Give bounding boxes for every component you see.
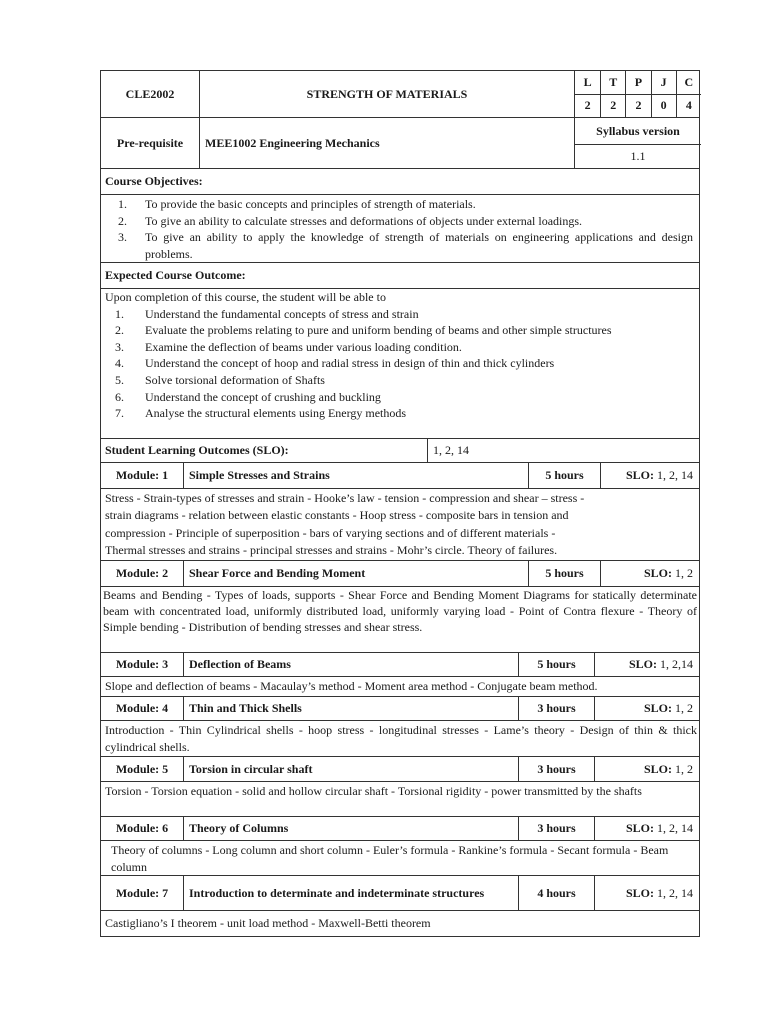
- objectives-heading: Course Objectives:: [105, 174, 203, 189]
- module-title: Simple Stresses and Strains: [183, 463, 528, 488]
- module-hours: 5 hours: [518, 653, 594, 676]
- syllabus-version-value: 1.1: [630, 148, 646, 163]
- outcomes-heading-row: [101, 263, 699, 289]
- slo-row: [101, 439, 699, 463]
- outcome-text: Understand the fundamental concepts of stress and strain: [145, 306, 419, 321]
- outcome-text: Analyse the structural elements using Energy methods: [145, 406, 407, 421]
- module-slo: SLO: 1, 2,14: [594, 653, 699, 676]
- module-hours: 3 hours: [518, 817, 594, 840]
- objective-text: To give an ability to calculate stresses and deformations of objects under external loadings.: [145, 213, 583, 228]
- ltpjc-value-p: 2: [625, 94, 650, 117]
- outcomes-intro: Upon completion of this course, the student will be able to: [105, 290, 386, 304]
- objectives-list: [101, 195, 699, 263]
- list-item: 7. Analyse the structural elements using Energy methods: [115, 406, 407, 421]
- ltpjc-label-l: L: [583, 75, 592, 89]
- outcomes-list: [101, 289, 699, 439]
- module-4-content: Introduction - Thin Cylindrical shells - hoop stress - longitudinal stresses - Lame’s theory - Design of thin & thick cylindrical shells.: [101, 721, 699, 757]
- ltpjc-value-j: 0: [651, 94, 676, 117]
- outcomes-heading: Expected Course Outcome:: [105, 268, 246, 283]
- module-label: Module: 1: [115, 468, 169, 482]
- list-item: 3. To give an ability to apply the knowledge of strength of materials on engineering applications and design problems.: [118, 230, 693, 261]
- module-1-header: [101, 463, 699, 489]
- module-title: Shear Force and Bending Moment: [183, 561, 528, 586]
- module-label: Module: 6: [115, 821, 169, 835]
- module-slo: SLO: 1, 2: [594, 697, 699, 720]
- module-2-header: [101, 561, 699, 587]
- ltpjc-label-t: T: [600, 71, 625, 94]
- module-2-content: Beams and Bending - Types of loads, supports - Shear Force and Bending Moment Diagrams for statically determinate beam with concentrated load, uniformly distributed load, uniformly varying load - Point of Contra flexure - Theory of Simple bending - Distribution of bending stresses and shear stress.: [101, 587, 699, 653]
- module-slo: SLO: 1, 2: [600, 561, 699, 586]
- module-4-header: [101, 697, 699, 721]
- objective-text: To provide the basic concepts and principles of strength of materials.: [145, 197, 476, 211]
- course-title: STRENGTH OF MATERIALS: [199, 71, 574, 117]
- module-title: Theory of Columns: [183, 817, 518, 840]
- module-hours: 4 hours: [518, 876, 594, 910]
- module-6-content: Theory of columns - Long column and short column - Euler’s formula - Rankine’s formula - Secant formula - Beam column: [101, 841, 699, 876]
- ltpjc-label-c: C: [676, 71, 701, 94]
- prerequisite-row: [101, 118, 699, 169]
- module-hours: 3 hours: [518, 757, 594, 781]
- module-7-content: Castigliano’s I theorem - unit load method - Maxwell-Betti theorem: [105, 916, 431, 931]
- module-title: Introduction to determinate and indeterminate structures: [183, 876, 518, 910]
- module-slo: SLO: 1, 2, 14: [594, 876, 699, 910]
- list-item: 5. Solve torsional deformation of Shafts: [115, 372, 325, 387]
- outcome-text: Solve torsional deformation of Shafts: [145, 372, 325, 387]
- syllabus-version-cell: [574, 118, 701, 168]
- ltpjc-label-p: P: [625, 71, 650, 94]
- module-slo: SLO: 1, 2: [594, 757, 699, 781]
- syllabus-table: [100, 70, 700, 937]
- module-7-header: [101, 876, 699, 911]
- module-title: Deflection of Beams: [183, 653, 518, 676]
- syllabus-version-label: Syllabus version: [575, 118, 701, 145]
- module-label: Module: 5: [115, 761, 169, 776]
- slo-label: Student Learning Outcomes (SLO):: [105, 443, 289, 457]
- module-label: Module: 7: [115, 885, 169, 900]
- module-label: Module: 3: [115, 657, 169, 671]
- outcome-text: Examine the deflection of beams under various loading condition.: [145, 339, 462, 354]
- list-item: 1. To provide the basic concepts and principles of strength of materials.: [118, 197, 476, 211]
- outcome-text: Understand the concept of hoop and radial stress in design of thin and thick cylinders: [145, 356, 555, 371]
- module-1-content: Stress - Strain-types of stresses and strain - Hooke’s law - tension - compression and shear – stress - strain diagrams - relation between elastic constants - Hoop stress - composite bars in tension and compression - Principle of superposition - bars of varying sections and of different materials - Thermal stresses and strains - principal stresses and strains - Mohr’s circle. Theory of failures.: [101, 489, 699, 561]
- module-3-content: Slope and deflection of beams - Macaulay’s method - Moment area method - Conjugate beam method.: [101, 677, 699, 697]
- module-title: Torsion in circular shaft: [183, 757, 518, 781]
- module-5-content: Torsion - Torsion equation - solid and hollow circular shaft - Torsional rigidity - power transmitted by the shafts: [101, 782, 699, 817]
- list-item: 3. Examine the deflection of beams under various loading condition.: [115, 339, 462, 354]
- list-item: 2. To give an ability to calculate stresses and deformations of objects under external loadings.: [118, 213, 583, 228]
- module-hours: 3 hours: [518, 697, 594, 720]
- list-item: 2. Evaluate the problems relating to pure and uniform bending of beams and other simple structures: [105, 322, 695, 339]
- module-5-header: [101, 757, 699, 782]
- outcome-text: Understand the concept of crushing and buckling: [145, 389, 381, 404]
- list-item: 4. Understand the concept of hoop and radial stress in design of thin and thick cylinders: [115, 356, 555, 371]
- module-3-header: [101, 653, 699, 677]
- outcome-text: Evaluate the problems relating to pure and uniform bending of beams and other simple structures: [145, 323, 612, 338]
- ltpjc-value-t: 2: [600, 94, 625, 117]
- prereq-value: MEE1002 Engineering Mechanics: [199, 118, 574, 168]
- objectives-heading-row: [101, 169, 699, 195]
- ltpjc-grid: [574, 71, 701, 117]
- module-title: Thin and Thick Shells: [183, 697, 518, 720]
- prereq-label: Pre-requisite: [116, 135, 184, 150]
- course-header-row: [101, 71, 699, 118]
- list-item: 6. Understand the concept of crushing and buckling: [115, 389, 381, 404]
- module-6-header: [101, 817, 699, 841]
- ltpjc-label-j: J: [651, 71, 676, 94]
- module-label: Module: 4: [115, 701, 169, 715]
- list-item: 1. Understand the fundamental concepts of stress and strain: [115, 306, 419, 321]
- module-slo: SLO: 1, 2, 14: [594, 817, 699, 840]
- course-code: CLE2002: [125, 86, 175, 101]
- ltpjc-value-l: 2: [584, 98, 591, 112]
- objective-text: To give an ability to apply the knowledge of strength of materials on engineering applications and design problems.: [145, 230, 693, 261]
- module-hours: 5 hours: [528, 561, 600, 586]
- module-label: Module: 2: [115, 566, 169, 580]
- slo-value: 1, 2, 14: [427, 439, 699, 462]
- module-hours: 5 hours: [528, 463, 600, 488]
- module-slo: SLO: 1, 2, 14: [600, 463, 699, 488]
- ltpjc-value-c: 4: [676, 94, 701, 117]
